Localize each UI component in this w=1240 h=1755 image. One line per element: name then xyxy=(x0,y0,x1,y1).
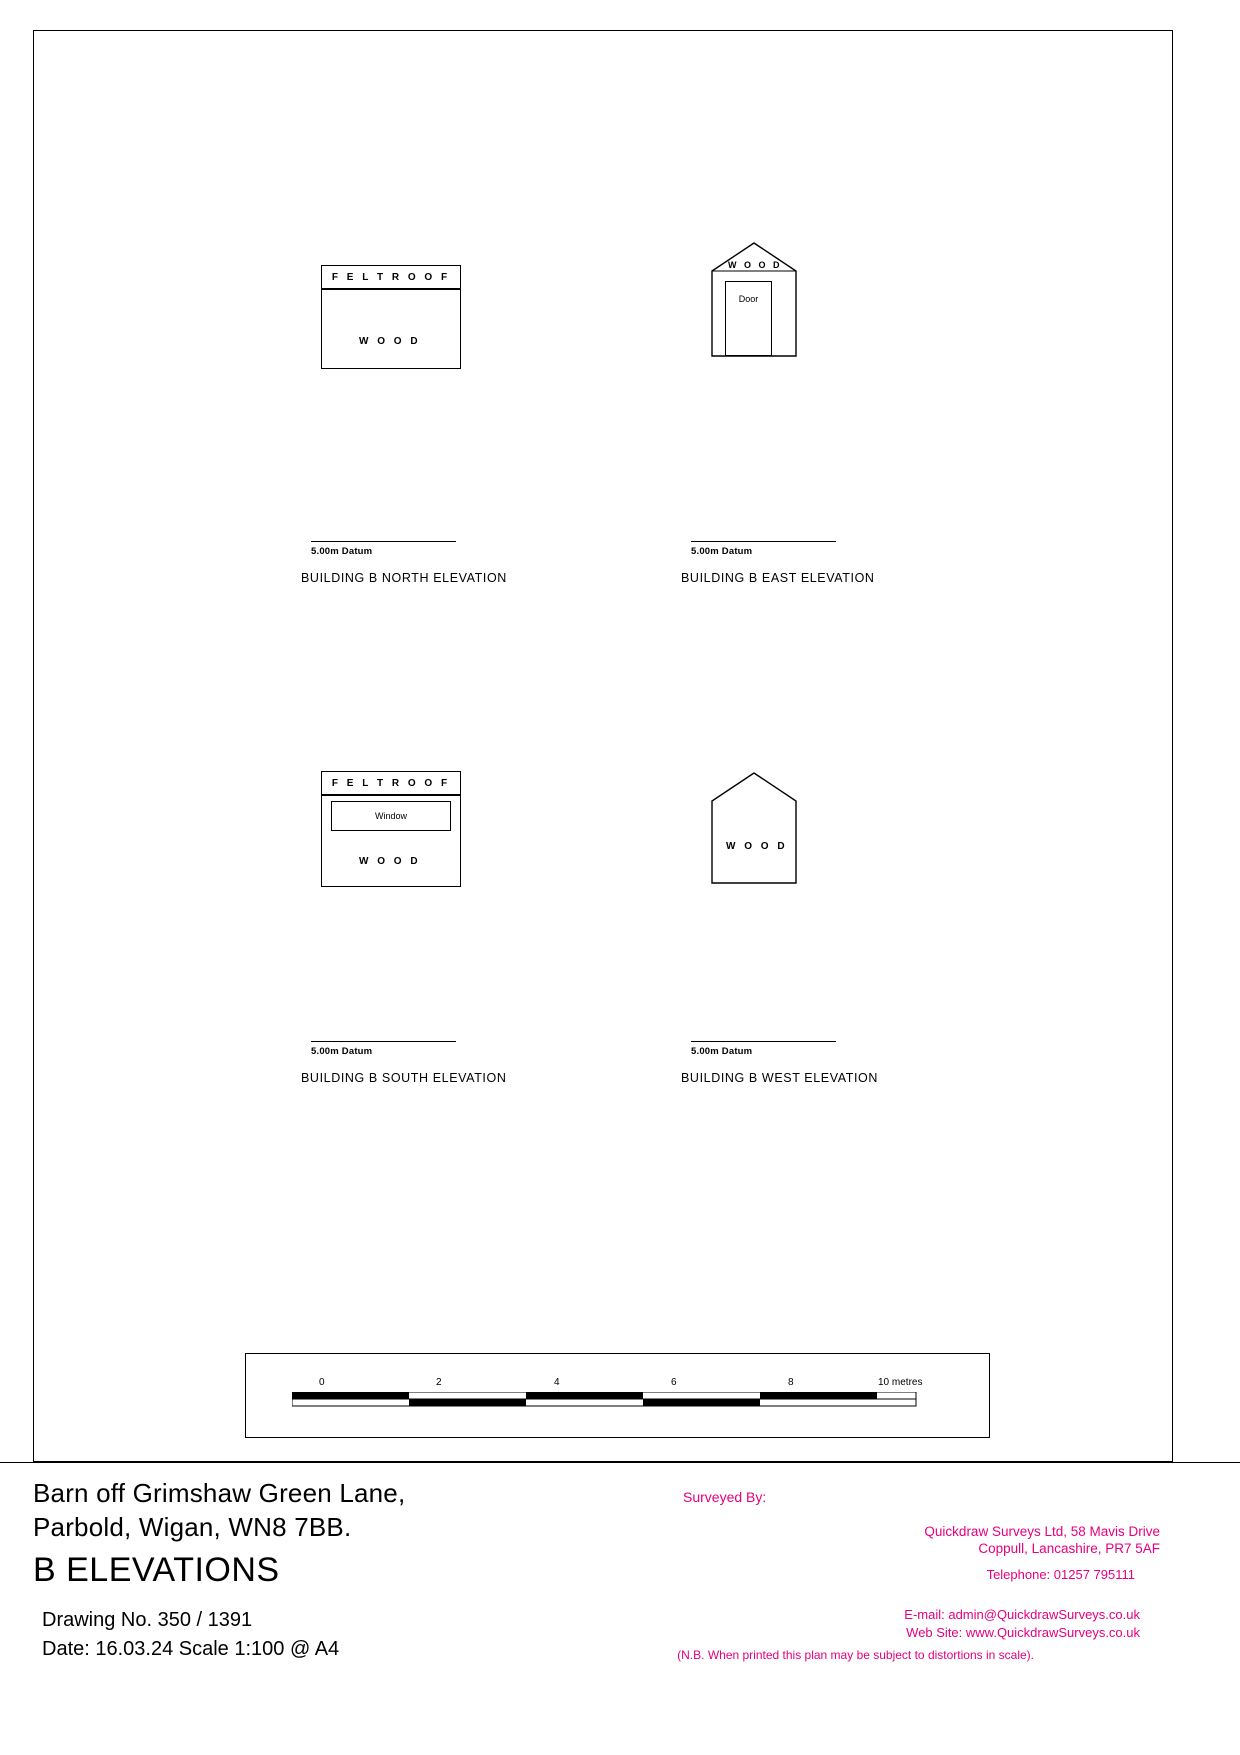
west-datum-label: 5.00m Datum xyxy=(691,1046,753,1057)
west-datum-line xyxy=(691,1041,836,1042)
scale-tick-0: 0 xyxy=(319,1377,325,1388)
scale-tick-4: 4 xyxy=(554,1377,560,1388)
scale-tick-8: 8 xyxy=(788,1377,794,1388)
east-datum-line xyxy=(691,541,836,542)
scale-bar xyxy=(245,1353,990,1438)
south-felt-roof xyxy=(321,771,461,795)
south-roof-label: F E L T R O O F xyxy=(331,777,451,789)
scale-tick-2: 2 xyxy=(436,1377,442,1388)
company-line-2: Coppull, Lancashire, PR7 5AF xyxy=(978,1541,1160,1556)
south-window-label: Window xyxy=(374,811,407,821)
south-wall-label: W O O D xyxy=(359,856,421,867)
east-door-label: Door xyxy=(738,293,759,304)
scale-tick-6: 6 xyxy=(671,1377,677,1388)
east-door xyxy=(725,281,772,356)
scale-distortion-note: (N.B. When printed this plan may be subject to distortions in scale). xyxy=(677,1648,1034,1662)
north-datum-label: 5.00m Datum xyxy=(311,546,373,557)
south-window xyxy=(331,801,451,831)
telephone: Telephone: 01257 795111 xyxy=(986,1567,1135,1582)
company-line-1: Quickdraw Surveys Ltd, 58 Mavis Drive xyxy=(924,1524,1160,1539)
drawing-frame xyxy=(33,30,1173,1462)
drawing-number: Drawing No. 350 / 1391 xyxy=(42,1609,253,1631)
elevation-south xyxy=(269,771,599,1141)
north-roof-label: F E L T R O O F xyxy=(331,271,451,283)
scale-bar-graphic xyxy=(292,1392,932,1414)
page-title: B ELEVATIONS xyxy=(33,1551,280,1589)
surveyor-company xyxy=(0,1523,1160,1557)
elevation-east xyxy=(649,241,979,611)
east-elevation-title: BUILDING B EAST ELEVATION xyxy=(681,571,875,585)
south-datum-label: 5.00m Datum xyxy=(311,1046,373,1057)
west-gable-label: W O O D xyxy=(726,841,788,852)
surveyed-by-label: Surveyed By: xyxy=(683,1489,767,1505)
address-line-1: Barn off Grimshaw Green Lane, xyxy=(33,1478,406,1508)
contact-details xyxy=(0,1606,1140,1642)
east-gable-label: W O O D xyxy=(728,260,782,270)
east-datum-label: 5.00m Datum xyxy=(691,546,753,557)
north-wall xyxy=(321,289,461,369)
scale-end-label: 10 metres xyxy=(878,1377,923,1388)
north-datum-line xyxy=(311,541,456,542)
elevation-north xyxy=(269,241,599,611)
date-and-scale: Date: 16.03.24 Scale 1:100 @ A4 xyxy=(42,1638,340,1660)
west-gable-outline xyxy=(699,758,809,898)
address-line-2: Parbold, Wigan, WN8 7BB. xyxy=(33,1512,352,1542)
north-wall-label: W O O D xyxy=(359,336,421,347)
elevation-west xyxy=(649,771,979,1141)
email: E-mail: admin@QuickdrawSurveys.co.uk xyxy=(904,1607,1140,1622)
title-block xyxy=(0,1462,1240,1755)
website: Web Site: www.QuickdrawSurveys.co.uk xyxy=(906,1625,1140,1640)
north-elevation-title: BUILDING B NORTH ELEVATION xyxy=(301,571,507,585)
south-elevation-title: BUILDING B SOUTH ELEVATION xyxy=(301,1071,507,1085)
south-datum-line xyxy=(311,1041,456,1042)
north-felt-roof xyxy=(321,265,461,289)
west-elevation-title: BUILDING B WEST ELEVATION xyxy=(681,1071,878,1085)
